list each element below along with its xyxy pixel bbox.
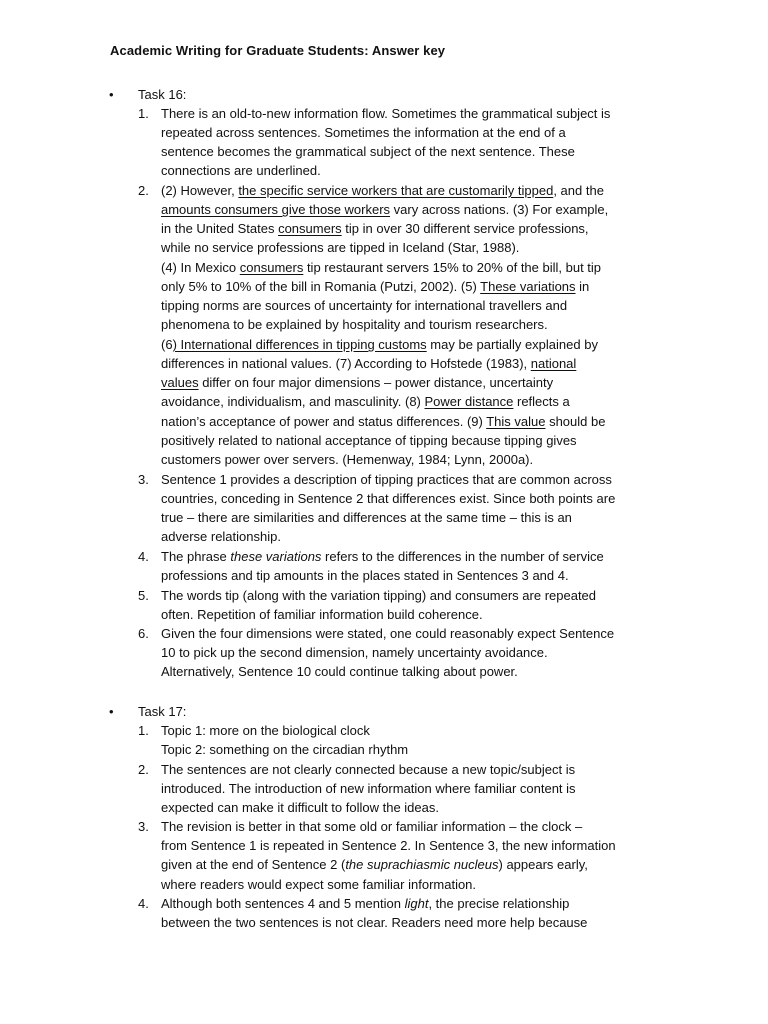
task16-item1-line: sentence becomes the grammatical subject of the next sentence. These [161,144,575,159]
task16-item2-line: only 5% to 10% of the bill in Romania (Putzi, 2002). (5) These variations in [161,279,590,294]
task17-item3-line: The revision is better in that some old or familiar information – the clock – [161,819,583,834]
task16-item2-line: (4) In Mexico consumers tip restaurant servers 15% to 20% of the bill, but tip [161,260,602,275]
task16-item6-line: Alternatively, Sentence 10 could continue talking about power. [161,664,518,679]
task17-item2-line: expected can make it difficult to follow the ideas. [161,800,439,815]
task16-item3-line: Sentence 1 provides a description of tipping practices that are common across [161,472,612,487]
task16-item1-line: repeated across sentences. Sometimes the information at the end of a [161,125,566,140]
task16-item3-number: 3. [138,472,149,487]
task16-item4-number: 4. [138,549,149,564]
task16-item1-number: 1. [138,106,149,121]
task16-item2-line: (2) However, the specific service workers that are customarily tipped, and the [161,183,604,198]
task17-label: Task 17: [138,704,187,719]
task16-item6-line: Given the four dimensions were stated, one could reasonably expect Sentence [161,626,615,641]
task16-item4-line: The phrase these variations refers to the differences in the number of service [161,549,604,564]
task16-item3-line: countries, conceding in Sentence 2 that differences exist. Since both points are [161,491,616,506]
task17-item1-number: 1. [138,723,149,738]
task17-item2-line: introduced. The introduction of new information where familiar content is [161,781,576,796]
task16-item2-line: customers power over servers. (Hemenway, 1984; Lynn, 2000a). [161,452,534,467]
task16-label: Task 16: [138,87,187,102]
task16-item2-line: amounts consumers give those workers vary across nations. (3) For example, [161,202,609,217]
task16-item6-line: 10 to pick up the second dimension, namely uncertainty avoidance. [161,645,548,660]
task16-item4-line: professions and tip amounts in the places stated in Sentences 3 and 4. [161,568,569,583]
task17-item4-line: between the two sentences is not clear. Readers need more help because [161,915,588,930]
bullet-task17: • [109,704,114,719]
task16-item2-line: in the United States consumers tip in over 30 different service professions, [161,221,589,236]
task16-item2-line: while no service professions are tipped in Iceland (Star, 1988). [161,240,520,255]
task16-item3-line: true – there are similarities and differences at the same time – this is an [161,510,572,525]
task16-item2-line: positively related to national acceptance of tipping because tipping gives [161,433,577,448]
task17-item1-line: Topic 1: more on the biological clock [161,723,370,738]
page-title: Academic Writing for Graduate Students: Answer key [110,43,446,58]
task17-item3-line: where readers would expect some familiar information. [161,877,477,892]
task17-item2-number: 2. [138,762,149,777]
task17-item3-line: given at the end of Sentence 2 (the suprachiasmic nucleus) appears early, [161,857,588,872]
task16-item1-line: There is an old-to-new information flow. Sometimes the grammatical subject is [161,106,611,121]
task16-item2-line: (6) International differences in tipping customs may be partially explained by [161,337,598,352]
task17-item4-line: Although both sentences 4 and 5 mention light, the precise relationship [161,896,570,911]
task16-item2-line: tipping norms are sources of uncertainty for international travellers and [161,298,568,313]
task16-item1-line: connections are underlined. [161,163,321,178]
task16-item2-line: nation’s acceptance of power and status differences. (9) This value should be [161,414,606,429]
task17-item1-line: Topic 2: something on the circadian rhythm [161,742,409,757]
task16-item3-line: adverse relationship. [161,529,281,544]
task16-item2-number: 2. [138,183,149,198]
task17-item2-line: The sentences are not clearly connected because a new topic/subject is [161,762,576,777]
task17-item3-line: from Sentence 1 is repeated in Sentence 2. In Sentence 3, the new information [161,838,616,853]
task16-item2-line: phenomena to be explained by hospitality and tourism researchers. [161,317,548,332]
task17-item4-number: 4. [138,896,149,911]
task16-item5-number: 5. [138,588,149,603]
bullet-task16: • [109,87,114,102]
task16-item2-line: differences in national values. (7) According to Hofstede (1983), national [161,356,577,371]
task16-item2-line: values differ on four major dimensions – power distance, uncertainty [161,375,554,390]
task16-item2-line: avoidance, individualism, and masculinity. (8) Power distance reflects a [161,394,570,409]
task17-item3-number: 3. [138,819,149,834]
task16-item6-number: 6. [138,626,149,641]
task16-item5-line: The words tip (along with the variation tipping) and consumers are repeated [161,588,597,603]
task16-item5-line: often. Repetition of familiar information build coherence. [161,607,483,622]
